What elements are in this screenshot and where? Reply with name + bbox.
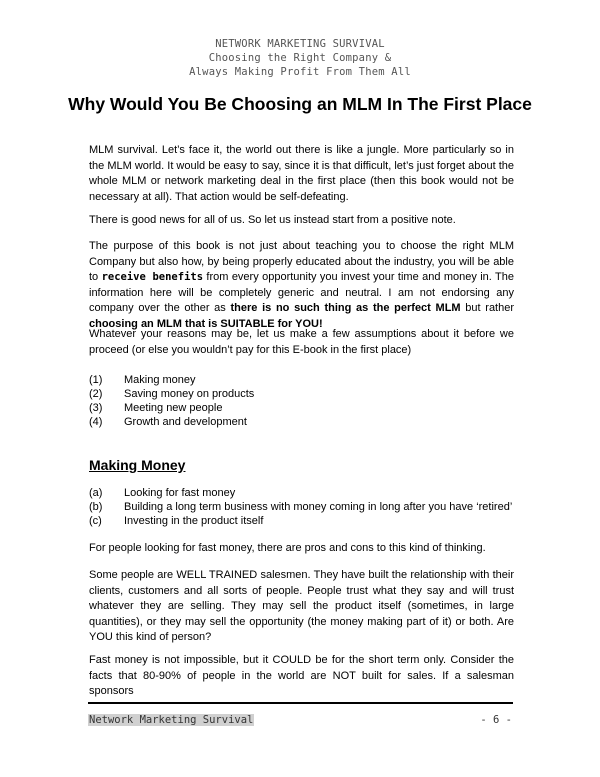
list-item [89, 415, 514, 429]
list-item [89, 486, 514, 500]
list-marker: (c) [89, 515, 102, 527]
purpose-emphasis-no-perfect-mlm: there is no such thing as the perfect MLM [230, 302, 461, 314]
making-money-list [89, 486, 514, 528]
list-item-text: Growth and development [124, 416, 247, 428]
running-header-line-1: NETWORK MARKETING SURVIVAL [215, 38, 385, 50]
reasons-list [89, 373, 514, 429]
list-item-text: Investing in the product itself [124, 515, 264, 527]
list-item-text: Saving money on products [124, 388, 255, 400]
footer-divider [88, 702, 513, 704]
running-footer-title: Network Marketing Survival [89, 714, 254, 726]
paragraph-assumptions: Whatever your reasons may be, let us make a few assumptions about it before we proceed (or else you wouldn’t pay for this E-book in the first place) [89, 328, 514, 356]
section-heading-making-money: Making Money [89, 457, 186, 473]
running-header-line-3: Always Making Profit From Them All [189, 66, 411, 78]
running-header-line-2: Choosing the Right Company & [208, 52, 392, 64]
paragraph-intro: MLM survival. Let’s face it, the world out there is like a jungle. More particularly so in the MLM world. It would be easy to say, since it is that difficult, let’s just forget about the whole MLM or network marketing deal in the first place (then this book would not be necessary at all). That action would be self-defeating. [89, 144, 514, 203]
purpose-text-e: but rather [460, 302, 515, 314]
purpose-emphasis-benefits: receive benefits [101, 271, 204, 283]
list-marker: (1) [89, 374, 103, 386]
list-item-text: Building a long term business with money coming in long after you have ‘retired’ [124, 501, 513, 513]
list-item [89, 401, 514, 415]
list-marker: (2) [89, 388, 103, 400]
paragraph-trained-salesmen: Some people are WELL TRAINED salesmen. They have built the relationship with their clients, customers and all sorts of people. People trust what they say and will trust whatever they are selling. They may sell the product itself (sometimes, in large quantities), or they may sell the opportunity (the money making part of it) or both. Are YOU this kind of person? [89, 569, 514, 643]
paragraph-short-term: Fast money is not impossible, but it COULD be for the short term only. Consider the facts that 80-90% of people in the world are NOT built for sales. If a salesman sponsors [89, 654, 514, 697]
purpose-emphasis-suitable: choosing an MLM that is SUITABLE for YOU! [89, 317, 323, 330]
purpose-text-c: from every opportunity you invest your time and money in. The information here will be completely generic and neutral. I am not endorsing any company over the other as [89, 271, 514, 314]
paragraph-purpose [89, 239, 514, 332]
list-marker: (b) [89, 501, 103, 513]
list-item [89, 373, 514, 387]
list-item-text: Meeting new people [124, 402, 223, 414]
list-item [89, 387, 514, 401]
list-item-text: Making money [124, 374, 196, 386]
purpose-text-a: The purpose of this book is not just about teaching you to choose the right MLM Company but also how, by being properly educated about the industry, you will be able to [89, 240, 514, 283]
list-marker: (a) [89, 487, 103, 499]
list-marker: (3) [89, 402, 103, 414]
paragraph-good-news: There is good news for all of us. So let us instead start from a positive note. [89, 214, 456, 226]
list-marker: (4) [89, 416, 103, 428]
page-title: Why Would You Be Choosing an MLM In The First Place [68, 94, 532, 114]
list-item-text: Looking for fast money [124, 487, 236, 499]
paragraph-fast-money: For people looking for fast money, there are pros and cons to this kind of thinking. [89, 542, 486, 554]
list-item [89, 500, 514, 514]
list-item [89, 514, 514, 528]
page-number: - 6 - [480, 714, 512, 726]
